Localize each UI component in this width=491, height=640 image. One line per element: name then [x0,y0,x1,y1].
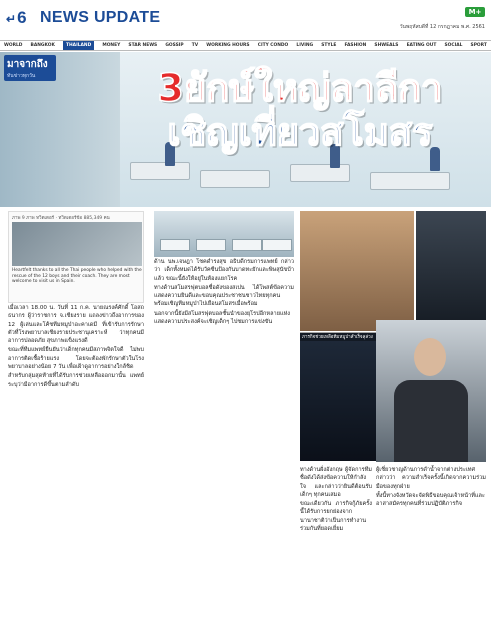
article-column-4 [376,466,486,509]
paragraph: ขณะเดียวกัน ภารกิจกู้ภัยครั้งนี้ได้รับการยกย่องจากนานาชาติว่าเป็นการทำงานร่วมกันที่ยอดเยี่ยม [300,501,372,533]
headline [140,66,460,154]
cave-photo [416,211,486,331]
social-post-caption: Heartfelt thanks to all the Thai people who helped with the rescue of the 12 boys and their coach. They are most welcome to visit us in Spain. [12,268,142,285]
article-column-2 [154,258,294,327]
nav-item-world[interactable]: WORLD [4,43,23,48]
nav-item-style[interactable]: STYLE [321,43,337,48]
date-line: วันพฤหัสบดีที่ 12 กรกฎาคม พ.ศ. 2561 [399,24,485,30]
social-post-image [12,222,142,266]
officials-photo [300,211,414,331]
paragraph: สำหรับกลุ่มสุดท้ายที่ได้รับการช่วยเหลือออกมานั้น แพทย์ระบุว่ามีอาการดีขึ้นตามลำดับ [8,373,144,388]
article-column-3 [300,466,372,534]
paragraph: นอกจากนี้ยังมีสโมสรฟุตบอลชั้นนำของยุโรปอีกหลายแห่งแสดงความประสงค์จะเชิญเด็กๆ ไปชมการแข่งขัน [154,310,290,326]
nav-item-sport[interactable]: SPORT [470,43,487,48]
nav-item-star-news[interactable]: STAR NEWS [128,43,158,48]
social-post [8,211,144,303]
brand-badge: M+ [465,7,485,17]
nav-item-city-condo[interactable]: CITY CONDO [257,43,289,48]
section-nav [0,40,491,51]
article-column-1 [8,304,144,390]
paragraph: ทางด้านฝั่งอังกฤษ ผู้จัดการทีมชื่อดังได้ส่งข้อความให้กำลังใจ และกล่าวว่ายินดีต้อนรับเด็กๆ ทุกคนเสมอ [300,467,372,498]
paragraph: ทั้งนี้ทางจังหวัดจะจัดพิธีขอบคุณเจ้าหน้าที่และอาสาสมัครทุกคนที่ร่วมปฏิบัติภารกิจ [376,492,485,508]
portrait-photo [376,320,486,462]
nav-item-working-hours[interactable]: WORKING HOURS [206,43,250,48]
paragraph: ทางด้านสโมสรฟุตบอลชื่อดังของสเปน ได้โพสต์ข้อความแสดงความยินดีและขอบคุณประชาชนชาวไทยทุกคน พร้อมเชิญทีมหมูป่าไปเยือนสโมสรเมื่อพร้อม [154,284,294,308]
nav-item-living[interactable]: LIVING [296,43,314,48]
ward-photo [154,211,294,257]
page-number: ↵6 [6,8,27,27]
nav-item-bangkok[interactable]: BANGKOK [30,43,55,48]
page-header [0,0,491,38]
paragraph: ขณะที่ทีมแพทย์ยืนยันว่าเด็กทุกคนมีสภาพจิตใจดี ไม่พบอาการติดเชื้อร้ายแรง โดยจะต้องพักรักษาตัวในโรงพยาบาลอย่างน้อย 7 วัน เพื่อเฝ้าดูอาการอย่างใกล้ชิด [8,347,144,371]
nav-item-shweals[interactable]: SHWEALS [374,43,399,48]
nav-item-gossip[interactable]: GOSSIP [165,43,184,48]
group-photo-caption: ภารกิจช่วยเหลือทีมหมูป่าสำเร็จลุล่วง [300,332,414,341]
hero-photo [0,52,491,207]
nav-item-tv[interactable]: TV [191,43,199,48]
nav-item-social[interactable]: SOCIAL [444,43,463,48]
section-title: NEWS UPDATE [40,9,161,26]
paragraph: ผู้เชี่ยวชาญด้านการดำน้ำจากต่างประเทศกล่าวว่า ความสำเร็จครั้งนี้เกิดจากความร่วมมือของทุกฝ่าย [376,467,486,490]
social-post-header: ภาพ 9 ภาพ ทวิตเตอร์ · ทวิตเตอร์ข้อ 885,349 คน [12,216,110,221]
paragraph: ด้าน นพ.เจษฎา โชคดำรงสุข อธิบดีกรมการแพทย์ กล่าวว่า เด็กทั้งหมดได้รับวัคซีนป้องกันบาดทะยักและพิษสุนัขบ้าแล้ว ขณะนี้ยังให้อยู่ในห้องแยกโรค [154,259,294,282]
headline-line2: เชิญเที่ยวสโมสร [167,110,433,154]
paragraph: เมื่อเวลา 18.00 น. วันที่ 11 ก.ค. นายณรงค์ศักดิ์ โอสถธนากร ผู้ว่าราชการ จ.เชียงราย แถลงข่าวถึงอาการของ 12 ผู้เล่นและโค้ชทีมหมูป่าอะคาเดมี ที่เข้ารับการรักษาตัวที่โรงพยาบาลเชียงรายประชานุเคราะห์ ว่าทุกคนมีอาการปลอดภัย สุขภาพแข็งแรงดี [8,305,144,345]
headline-line1: 3ยักษ์ใหญ่ลาลีกา [157,66,443,110]
brand-logo: มาจากถึง ทันข่าวทุกวัน [4,55,56,81]
nav-item-money[interactable]: MONEY [102,43,121,48]
nav-item-thailand[interactable]: THAILAND [63,41,94,50]
page-arrow-icon: ↵ [6,12,17,26]
nav-item-fashion[interactable]: FASHION [344,43,367,48]
nav-item-eating-out[interactable]: EATING OUT [406,43,437,48]
